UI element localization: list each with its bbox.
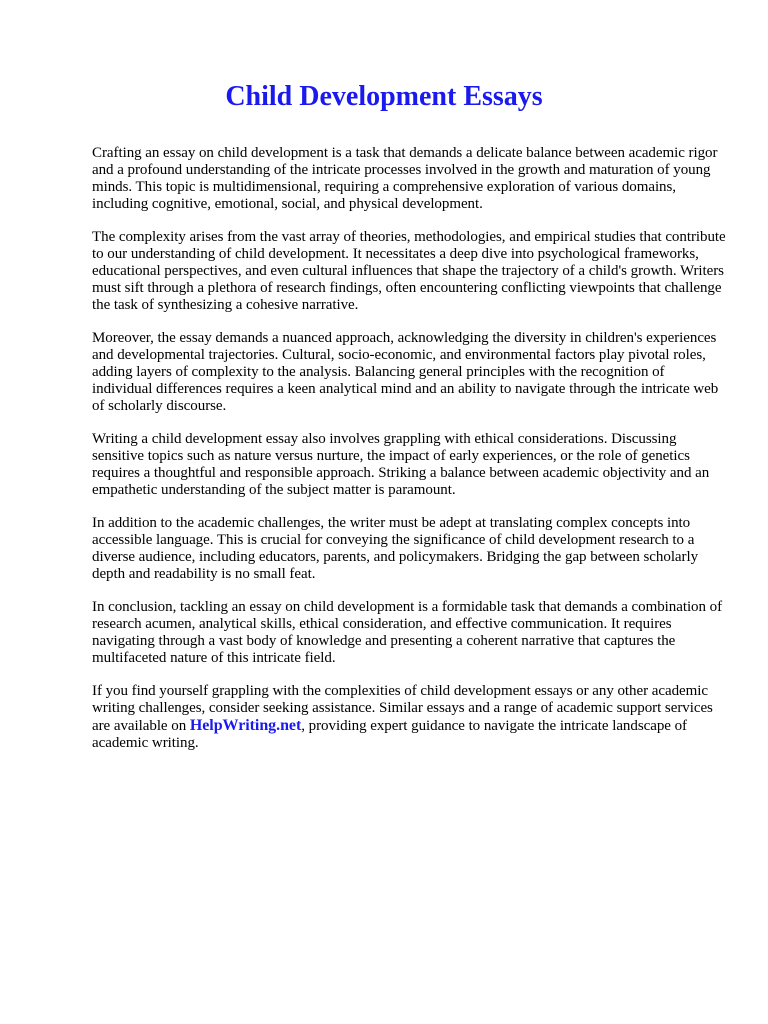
paragraph-4: Writing a child development essay also involves grappling with ethical considerations. Discussing sensitive topics such as nature versus nurture, the impact of early experiences, or the role of genetics requires a thoughtful and responsible approach. Striking a balance between academic objectivity and an empathetic understanding of the subject matter is paramount. [92,431,710,498]
paragraph-3: Moreover, the essay demands a nuanced approach, acknowledging the diversity in children's experiences and developmental trajectories. Cultural, socio-economic, and environmental factors play pivotal roles, adding layers of complexity to the analysis. Balancing general principles with the recognition of individual differences requires a keen analytical mind and an ability to navigate through the intricate web of scholarly discourse. [92,330,719,414]
paragraph-2: The complexity arises from the vast array of theories, methodologies, and empirical studies that contribute to our understanding of child development. It necessitates a deep dive into psychological frameworks, educational perspectives, and even cultural influences that shape the trajectory of a child's growth. Writers must sift through a plethora of research findings, often encountering conflicting viewpoints that challenge the task of synthesizing a cohesive narrative. [92,229,726,313]
closing-text-after-link: , providing expert guidance to navigate the intricate landscape of academic writing. [92,718,687,751]
paragraph-6: In conclusion, tackling an essay on child development is a formidable task that demands a combination of research acumen, analytical skills, ethical consideration, and effective communication. It requires navigating through a vast body of knowledge and presenting a coherent narrative that captures the multifaceted nature of this intricate field. [92,599,723,666]
closing-text-before-link: If you find yourself grappling with the complexities of child development essays or any other academic writing challenges, consider seeking assistance. Similar essays and a range of academic support services are available on [92,683,713,734]
paragraph-1: Crafting an essay on child development is a task that demands a delicate balance between academic rigor and a profound understanding of the intricate processes involved in the growth and maturation of young minds. This topic is multidimensional, requiring a comprehensive exploration of various domains, including cognitive, emotional, social, and physical development. [92,145,718,212]
page-title: Child Development Essays [225,81,543,112]
helpwriting-link[interactable]: HelpWriting.net [189,717,302,734]
paragraph-closing [92,683,728,752]
paragraph-5: In addition to the academic challenges, the writer must be adept at translating complex concepts into accessible language. This is crucial for conveying the significance of child development research to a diverse audience, including educators, parents, and policymakers. Bridging the gap between scholarly depth and readability is no small feat. [92,515,699,582]
document-body [92,145,728,752]
